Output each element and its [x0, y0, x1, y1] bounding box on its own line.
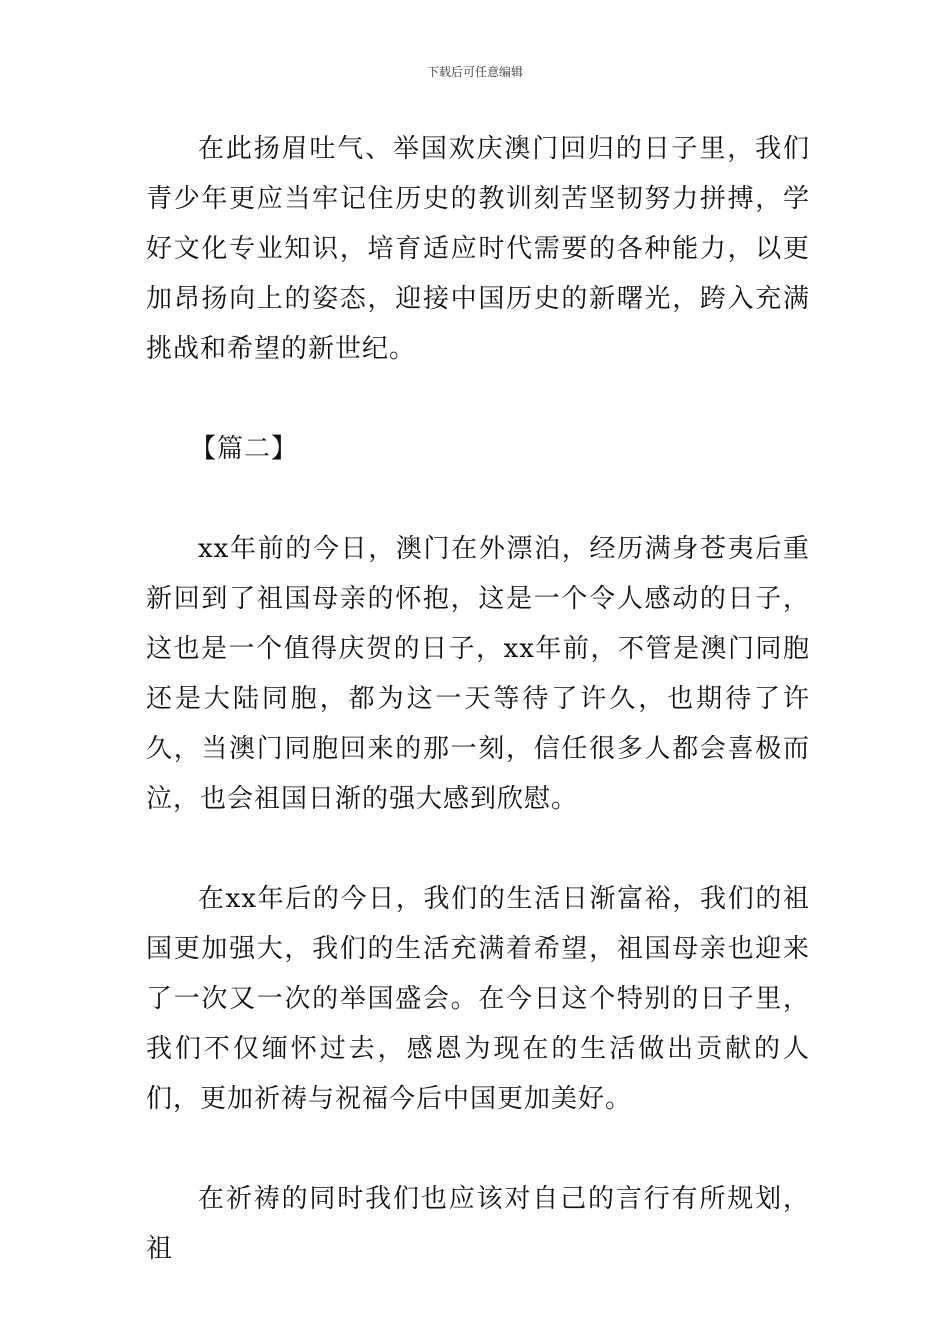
paragraph-1: 在此扬眉吐气、举国欢庆澳门回归的日子里，我们青少年更应当牢记住历史的教训刻苦坚韧努力拼搏，学好文化专业知识，培育适应时代需要的各种能力，以更加昂扬向上的姿态，迎接中国历史的新曙光，跨入充满挑战和希望的新世纪。 [146, 134, 810, 364]
paragraph-spacer [146, 374, 810, 424]
paragraph-3: 在xx年后的今日，我们的生活日渐富裕，我们的祖国更加强大，我们的生活充满着希望，祖国母亲也迎来了一次又一次的举国盛会。在今日这个特别的日子里，我们不仅缅怀过去，感恩为现在的生活做出贡献的人们，更加祈祷与祝福今后中国更加美好。 [146, 884, 810, 1114]
document-body [146, 124, 810, 1274]
paragraph-4: 在祈祷的同时我们也应该对自己的言行有所规划，祖 [146, 1184, 810, 1264]
paragraph-2: xx年前的今日，澳门在外漂泊，经历满身苍夷后重新回到了祖国母亲的怀抱，这是一个令人感动的日子，这也是一个值得庆贺的日子，xx年前，不管是澳门同胞还是大陆同胞，都为这一天等待了许久，也期待了许久，当澳门同胞回来的那一刻，信任很多人都会喜极而泣，也会祖国日渐的强大感到欣慰。 [146, 534, 810, 814]
section-heading: 【篇二】 [190, 434, 299, 464]
paragraph-spacer [146, 1124, 810, 1174]
paragraph-spacer [146, 474, 810, 524]
paragraph-spacer [146, 824, 810, 874]
page-header-note: 下载后可任意编辑 [426, 65, 523, 79]
